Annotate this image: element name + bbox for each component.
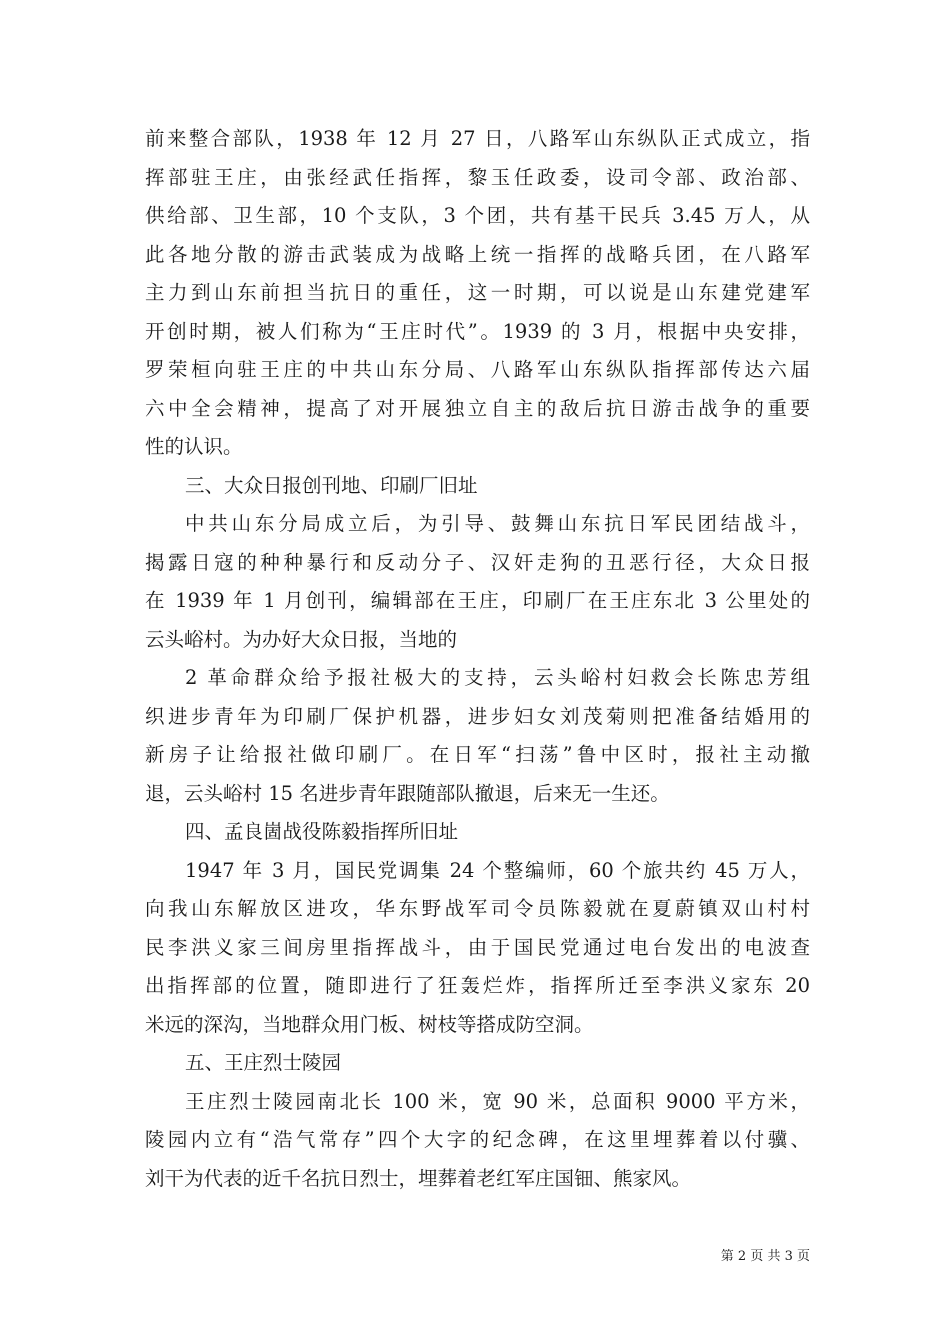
text-line: 罗荣桓向驻王庄的中共山东分局、八路军山东纵队指挥部传达六届 (145, 358, 810, 381)
text-line: 挥部驻王庄，由张经武任指挥，黎玉任政委，设司令部、政治部、 (145, 165, 810, 189)
text-line: 主力到山东前担当抗日的重任，这一时期，可以说是山东建党建军 (145, 281, 810, 304)
section-heading-4: 四、孟良崮战役陈毅指挥所旧址 (185, 820, 459, 843)
text-line: 出指挥部的位置，随即进行了狂轰烂炸，指挥所迁至李洪义家东 20 (145, 974, 810, 997)
text-line: 前来整合部队，1938 年 12 月 27 日，八路军山东纵队正式成立，指 (145, 127, 810, 150)
text-line: 中共山东分局成立后，为引导、鼓舞山东抗日军民团结战斗， (185, 512, 810, 535)
text-line: 此各地分散的游击武装成为战略上统一指挥的战略兵团，在八路军 (145, 242, 810, 266)
text-line: 六中全会精神，提高了对开展独立自主的敌后抗日游击战争的重要 (145, 396, 810, 420)
text-line: 王庄烈士陵园南北长 100 米，宽 90 米，总面积 9000 平方米， (185, 1089, 810, 1113)
text-line: 2 革命群众给予报社极大的支持，云头峪村妇救会长陈忠芳组 (185, 666, 810, 689)
text-line: 云头峪村。为办好大众日报，当地的 (145, 627, 458, 651)
text-line: 退，云头峪村 15 名进步青年跟随部队撤退，后来无一生还。 (145, 781, 670, 805)
text-line: 新房子让给报社做印刷厂。在日军“扫荡”鲁中区时，报社主动撤 (145, 743, 810, 766)
text-line: 织进步青年为印刷厂保护机器，进步妇女刘茂菊则把准备结婚用的 (145, 704, 810, 728)
text-line: 开创时期，被人们称为“王庄时代”。1939 的 3 月，根据中央安排， (145, 319, 810, 343)
text-line: 揭露日寇的种种暴行和反动分子、汉奸走狗的丑恶行径，大众日报 (145, 550, 810, 574)
text-line: 1947 年 3 月，国民党调集 24 个整编师，60 个旅共约 45 万人， (185, 858, 810, 882)
text-line: 陵园内立有“浩气常存”四个大字的纪念碑，在这里埋葬着以付骥、 (145, 1128, 810, 1151)
page-number: 第 2 页 共 3 页 (720, 1249, 810, 1264)
document-body (145, 120, 810, 1198)
text-line: 供给部、卫生部，10 个支队，3 个团，共有基干民兵 3.45 万人，从 (145, 204, 810, 227)
section-heading-3: 三、大众日报创刊地、印刷厂旧址 (185, 473, 478, 497)
text-line: 米远的深沟，当地群众用门板、树枝等搭成防空洞。 (145, 1012, 594, 1036)
text-line: 性的认识。 (145, 435, 243, 458)
text-line: 民李洪义家三间房里指挥战斗，由于国民党通过电台发出的电波查 (145, 935, 810, 959)
text-line: 向我山东解放区进攻，华东野战军司令员陈毅就在夏蔚镇双山村村 (145, 897, 810, 920)
text-line: 在 1939 年 1 月创刊，编辑部在王庄，印刷厂在王庄东北 3 公里处的 (145, 589, 810, 612)
text-line: 刘干为代表的近千名抗日烈士，埋葬着老红军庄国钿、熊家风。 (145, 1166, 692, 1190)
section-heading-5: 五、王庄烈士陵园 (185, 1051, 342, 1074)
